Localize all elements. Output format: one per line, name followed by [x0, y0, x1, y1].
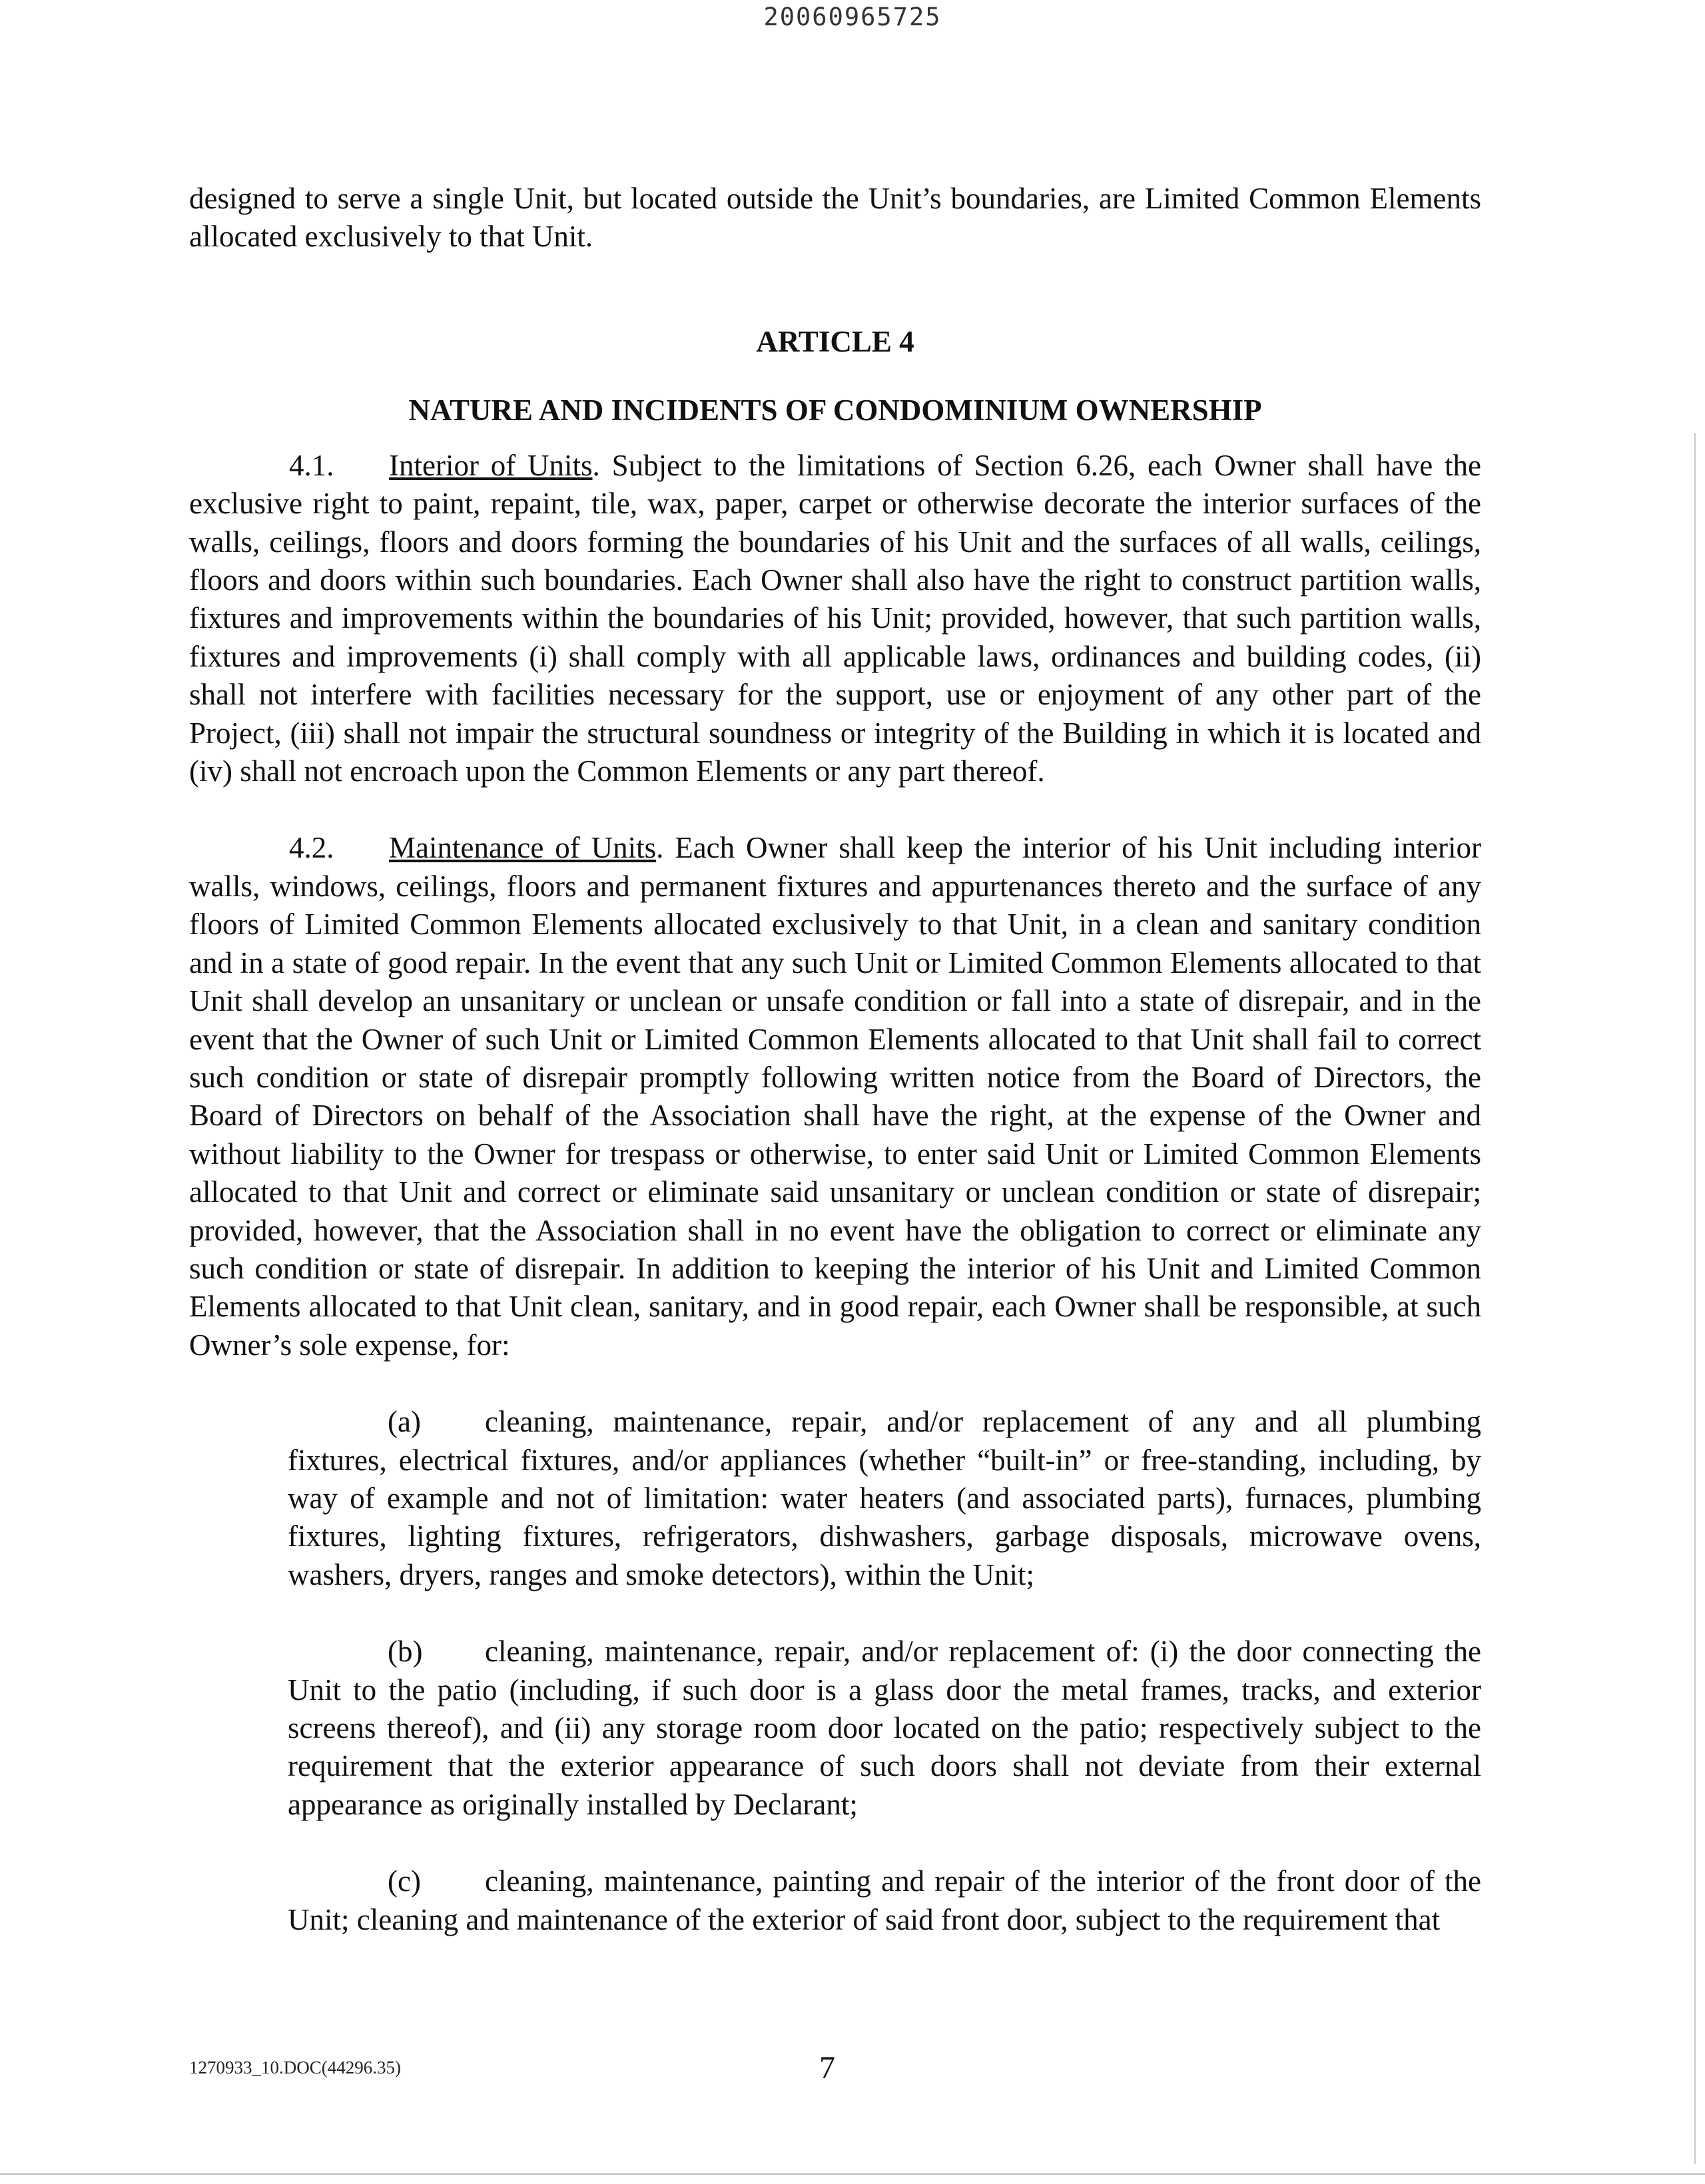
subitem-b	[288, 1633, 1481, 1824]
document-number: 20060965725	[763, 3, 942, 31]
page-number: 7	[819, 2050, 835, 2085]
section-4-2	[189, 829, 1481, 1364]
section-text: . Each Owner shall keep the interior of his Unit including interior walls, windows, ceilings, floors and permanent fixtures and appurtenances thereto and the surface of any floors of Limited Common Elements allocated exclusively to that Unit, in a clean and sanitary condition and in a state of good repair. In the event that any such Unit or Limited Common Elements allocated to that Unit shall develop an unsanitary or unclean or unsafe condition or fall into a state of disrepair, and in the event that the Owner of such Unit or Limited Common Elements allocated to that Unit shall fail to correct such condition or state of disrepair promptly following written notice from the Board of Directors, the Board of Directors on behalf of the Association shall have the right, at the expense of the Owner and without liability to the Owner for trespass or otherwise, to enter said Unit or Limited Common Elements allocated to that Unit and correct or eliminate said unsanitary or unclean condition or state of disrepair; provided, however, that the Association shall in no event have the obligation to correct or eliminate any such condition or state of disrepair. In addition to keeping the interior of his Unit and Limited Common Elements allocated to that Unit clean, sanitary, and in good repair, each Owner shall be responsible, at such Owner’s sole expense, for:	[189, 831, 1481, 1362]
section-title: Interior of Units	[389, 448, 593, 482]
subitem-text: cleaning, maintenance, repair, and/or replacement of: (i) the door connecting the Unit to the patio (including, if such door is a glass door the metal frames, tracks, and exterior screens thereof), and (ii) any storage room door located on the patio; respectively subject to the requirement that the exterior appearance of such doors shall not deviate from their external appearance as originally installed by Declarant;	[288, 1635, 1481, 1821]
section-number: 4.2.	[289, 831, 334, 865]
article-title: NATURE AND INCIDENTS OF CONDOMINIUM OWNERSHIP	[408, 393, 1262, 427]
intro-paragraph: designed to serve a single Unit, but located outside the Unit’s boundaries, are Limited Common Elements allocated exclusively to that Unit.	[189, 182, 1481, 254]
subitem-a	[288, 1403, 1481, 1594]
section-number: 4.1.	[289, 448, 334, 482]
subitem-label: (a)	[388, 1405, 421, 1439]
subitem-text: cleaning, maintenance, repair, and/or replacement of any and all plumbing fixtures, electrical fixtures, and/or appliances (whether “built-in” or free-standing, including, by way of example and not of limitation: water heaters (and associated parts), furnaces, plumbing fixtures, lighting fixtures, refrigerators, dishwashers, garbage disposals, microwave ovens, washers, dryers, ranges and smoke detectors), within the Unit;	[288, 1405, 1481, 1591]
article-heading: ARTICLE 4	[756, 324, 914, 358]
page-body	[189, 180, 1481, 1939]
subitem-text: cleaning, maintenance, painting and repair of the interior of the front door of the Unit; cleaning and maintenance of the exterior of said front door, subject to the requirement that	[288, 1864, 1481, 1936]
subitem-list	[288, 1403, 1481, 1939]
footer-doc-reference: 1270933_10.DOC(44296.35)	[189, 2057, 401, 2077]
section-text: . Subject to the limitations of Section 6.26, each Owner shall have the exclusive right to paint, repaint, tile, wax, paper, carpet or otherwise decorate the interior surfaces of the walls, ceilings, floors and doors forming the boundaries of his Unit and the surfaces of all walls, ceilings, floors and doors within such boundaries. Each Owner shall also have the right to construct partition walls, fixtures and improvements within the boundaries of his Unit; provided, however, that such partition walls, fixtures and improvements (i) shall comply with all applicable laws, ordinances and building codes, (ii) shall not interfere with facilities necessary for the support, use or enjoyment of any other part of the Project, (iii) shall not impair the structural soundness or integrity of the Building in which it is located and (iv) shall not encroach upon the Common Elements or any part thereof.	[189, 448, 1481, 788]
subitem-label: (b)	[388, 1635, 423, 1669]
scan-bottom-divider	[0, 2173, 1705, 2175]
subitem-c	[288, 1862, 1481, 1939]
section-title: Maintenance of Units	[389, 831, 657, 865]
subitem-label: (c)	[388, 1864, 421, 1898]
scan-edge-divider	[1694, 433, 1696, 2164]
section-4-1	[189, 447, 1481, 791]
